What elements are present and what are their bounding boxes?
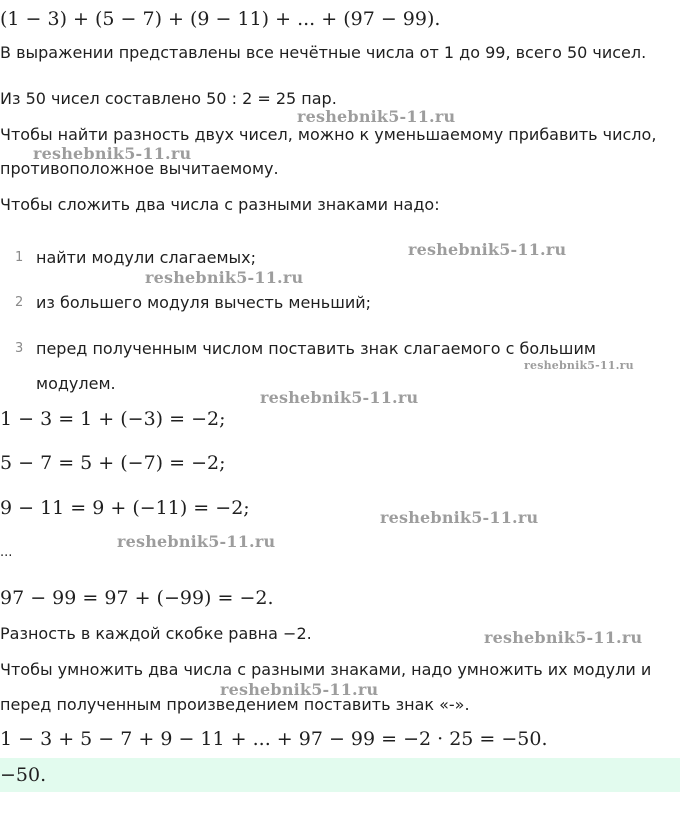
- paragraph-multiplication-rule-line2: перед полученным произведением поставить знак «-».: [0, 695, 470, 714]
- watermark: reshebnik5-11.ru: [297, 107, 456, 126]
- paragraph-addition-rule: Чтобы сложить два числа с разными знаками надо:: [0, 195, 440, 214]
- equation-4: 97 − 99 = 97 + (−99) = −2.: [0, 587, 274, 609]
- ellipsis: ...: [0, 545, 13, 560]
- watermark: reshebnik5-11.ru: [484, 628, 643, 647]
- equation-3: 9 − 11 = 9 + (−11) = −2;: [0, 497, 250, 519]
- watermark: reshebnik5-11.ru: [117, 532, 276, 551]
- paragraph-bracket-result: Разность в каждой скобке равна −2.: [0, 624, 312, 643]
- list-item-text: перед полученным числом поставить знак слагаемого с большим: [36, 339, 596, 358]
- equation-1: 1 − 3 = 1 + (−3) = −2;: [0, 408, 226, 430]
- answer-highlight: [0, 758, 680, 792]
- watermark: reshebnik5-11.ru: [380, 508, 539, 527]
- watermark: reshebnik5-11.ru: [260, 388, 419, 407]
- paragraph-multiplication-rule-line1: Чтобы умножить два числа с разными знаками, надо умножить их модули и: [0, 660, 652, 679]
- paragraph-difference-rule-line1: Чтобы найти разность двух чисел, можно к уменьшаемому прибавить число,: [0, 125, 657, 144]
- list-number: 1: [15, 250, 24, 265]
- watermark: reshebnik5-11.ru: [220, 680, 379, 699]
- list-item-text-continued: модулем.: [36, 374, 116, 393]
- list-item-text: найти модули слагаемых;: [36, 248, 257, 267]
- paragraph-odd-numbers: В выражении представлены все нечётные числа от 1 до 99, всего 50 чисел.: [0, 43, 647, 62]
- answer: −50.: [0, 764, 47, 786]
- watermark: reshebnik5-11.ru: [33, 144, 192, 163]
- watermark: reshebnik5-11.ru: [524, 359, 634, 372]
- watermark: reshebnik5-11.ru: [408, 240, 567, 259]
- list-item-text: из большего модуля вычесть меньший;: [36, 293, 372, 312]
- expression: (1 − 3) + (5 − 7) + (9 − 11) + ... + (97 − 99).: [0, 8, 441, 30]
- final-equation: 1 − 3 + 5 − 7 + 9 − 11 + ... + 97 − 99 = −2 · 25 = −50.: [0, 728, 548, 750]
- equation-2: 5 − 7 = 5 + (−7) = −2;: [0, 452, 226, 474]
- list-number: 3: [15, 341, 24, 356]
- list-number: 2: [15, 295, 24, 310]
- watermark: reshebnik5-11.ru: [145, 268, 304, 287]
- paragraph-pairs: Из 50 чисел составлено 50 : 2 = 25 пар.: [0, 89, 337, 108]
- paragraph-difference-rule-line2: противоположное вычитаемому.: [0, 159, 279, 178]
